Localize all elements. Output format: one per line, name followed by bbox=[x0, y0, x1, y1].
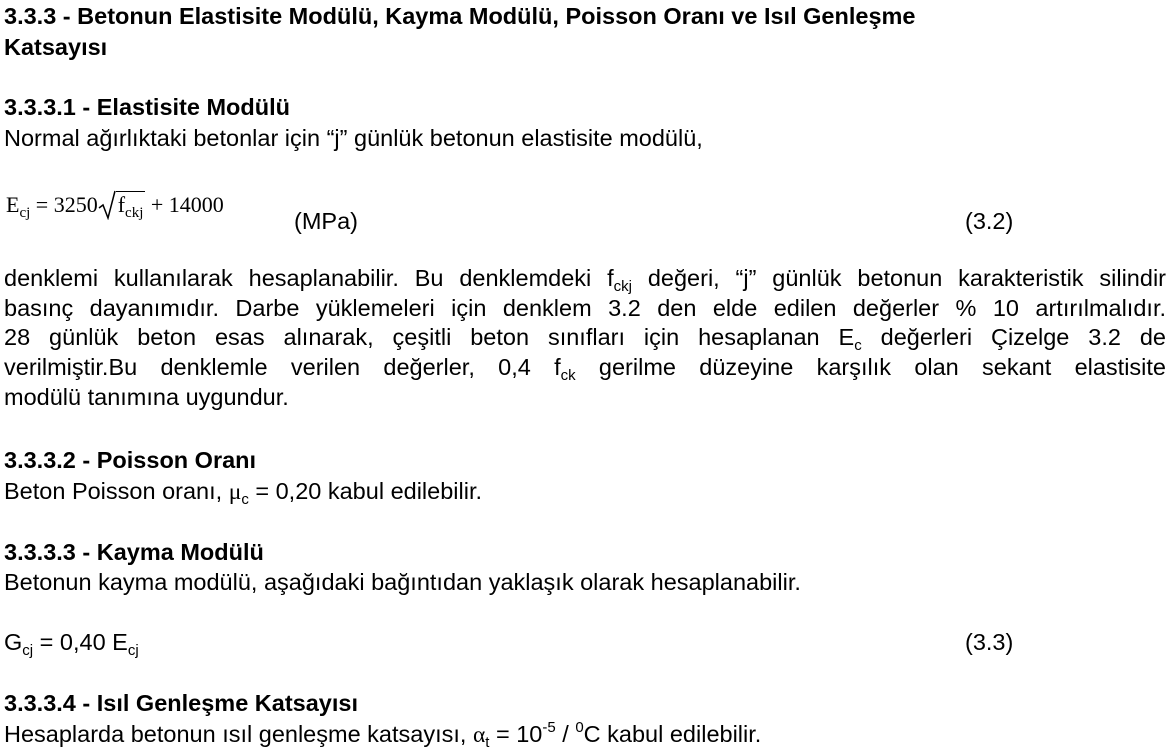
para-line-1: denklemi kullanılarak hesaplanabilir. Bu denklemdeki $f_{ckj}$ değeri, “j” günlük betonun karakteristik silindir bbox=[4, 265, 1166, 295]
section-title-line-1: 3.3.3 - Betonun Elastisite Modülü, Kayma Modülü, Poisson Oranı ve Isıl Genleşme bbox=[4, 3, 916, 29]
eq-coef: = 3250 bbox=[30, 192, 98, 217]
heading-elastisite: 3.3.3.1 - Elastisite Modülü bbox=[4, 94, 290, 120]
eq-const: + 14000 bbox=[145, 192, 224, 217]
radicand: $f_{ckj}$ bbox=[117, 192, 144, 221]
isil-text: Hesaplarda betonun ısıl genleşme katsayısı, $\alpha_t = 10^{-5} / ^0C$ kabul edilebilir. bbox=[4, 719, 762, 751]
section-title-line-2: Katsayısı bbox=[4, 34, 108, 60]
poisson-text: Beton Poisson oranı, $\mu_c = 0,20$ kabul edilebilir. bbox=[4, 478, 483, 508]
eq-lhs-sub: cj bbox=[19, 205, 31, 221]
elastisite-intro: Normal ağırlıktaki betonlar için “j” günlük betonun elastisite modülü, bbox=[4, 125, 703, 151]
kayma-intro: Betonun kayma modülü, aşağıdaki bağıntıdan yaklaşık olarak hesaplanabilir. bbox=[4, 569, 801, 595]
para-line-2: basınç dayanımıdır. Darbe yüklemeleri için denklem 3.2 den elde edilen değerler % 10 artırılmalıdır. bbox=[4, 295, 1166, 321]
sqrt-icon bbox=[98, 190, 116, 220]
sqrt bbox=[98, 190, 146, 220]
equation-3-2 bbox=[6, 190, 224, 220]
heading-poisson: 3.3.3.2 - Poisson Oranı bbox=[4, 447, 257, 473]
heading-kayma: 3.3.3.3 - Kayma Modülü bbox=[4, 539, 264, 565]
eq-number-3-3: (3.3) bbox=[965, 629, 1014, 655]
heading-isil: 3.3.3.4 - Isıl Genleşme Katsayısı bbox=[4, 690, 359, 716]
eq-number-3-2: (3.2) bbox=[965, 208, 1014, 234]
equation-3-3: $G_{cj} = 0,40$ $E_{cj}$ bbox=[4, 629, 139, 659]
para-line-3: 28 günlük beton esas alınarak, çeşitli beton sınıfları için hesaplanan $E_c$ değerleri Çizelge 3.2 de bbox=[4, 324, 1166, 354]
eq-unit: (MPa) bbox=[294, 208, 358, 234]
para-line-5: modülü tanımına uygundur. bbox=[4, 384, 289, 410]
para-line-4: verilmiştir.Bu denklemle verilen değerler, 0,4 $f_{ck}$ gerilme düzeyine karşılık olan sekant elastisite bbox=[4, 354, 1166, 384]
eq-lhs: E bbox=[6, 192, 20, 217]
